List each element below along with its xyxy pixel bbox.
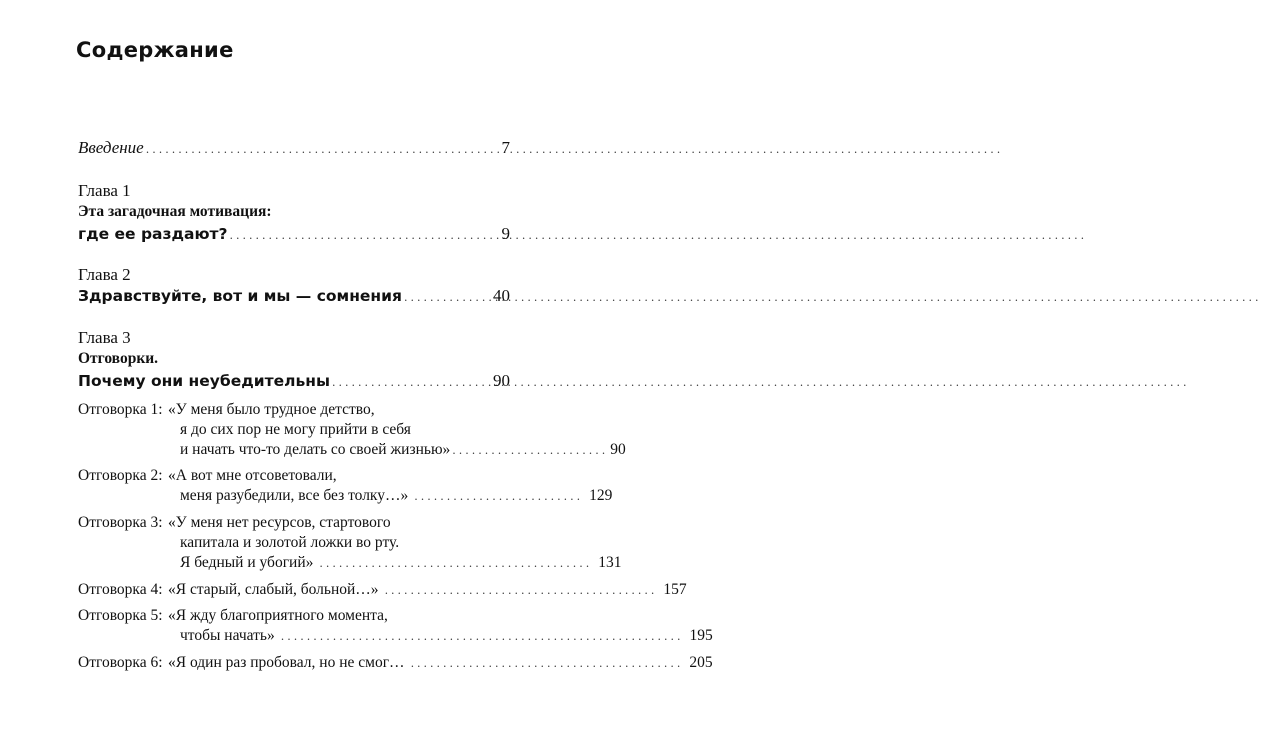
dot-leader: ........................	[452, 444, 609, 457]
dot-leader	[230, 229, 500, 242]
chapter-label: Глава 3	[78, 328, 131, 347]
chapter-title-line[interactable]: Отговорки.	[78, 350, 159, 367]
dot-leader: ..............................................................	[280, 630, 684, 643]
toc-page-number: 157	[663, 581, 687, 598]
toc-entry-chapter-1[interactable]	[78, 224, 510, 244]
chapter-title-line: Почему они неубедительны	[78, 372, 330, 390]
excuse-text-line: «А вот мне отсоветовали,	[168, 467, 337, 484]
excuse-text-line: и начать что-то делать со своей жизнью»	[180, 441, 451, 458]
toc-page-number: 90	[610, 441, 626, 458]
excuse-text-line: чтобы начать»	[180, 627, 275, 644]
excuse-label: Отговорка 6:	[78, 654, 163, 671]
excuse-text-line: капитала и золотой ложки во рту.	[180, 534, 400, 551]
excuse-label: Отговорка 4:	[78, 581, 163, 598]
toc-page-number: 195	[689, 627, 713, 644]
chapter-label: Глава 1	[78, 181, 131, 200]
excuse-text-line: Я бедный и убогий»	[180, 554, 314, 571]
toc-entry-title: Введение	[78, 138, 144, 157]
excuse-text-line: «У меня было трудное детство,	[168, 401, 375, 418]
toc-entry-chapter-2[interactable]	[78, 286, 510, 306]
chapter-title-line: Здравствуйте, вот и мы — сомнения	[78, 287, 402, 305]
chapter-label: Глава 2	[78, 265, 131, 284]
toc-page-number: 40	[493, 286, 510, 305]
excuse-text-line: «Я один раз пробовал, но не смог…	[168, 654, 405, 671]
chapter-title-line: где ее раздают?	[78, 225, 228, 243]
dot-leader: ..........................................	[410, 657, 684, 670]
dot-leader	[332, 376, 491, 389]
toc-page-number: 7	[501, 138, 510, 157]
toc-entry-intro[interactable]	[78, 138, 510, 158]
excuse-label: Отговорка 1:	[78, 401, 163, 418]
excuse-label: Отговорка 5:	[78, 607, 163, 624]
excuse-text-line: меня разубедили, все без толку…»	[180, 487, 409, 504]
toc-page-number: 129	[589, 487, 613, 504]
toc-entry-chapter-3[interactable]	[78, 371, 510, 391]
excuse-text-line: «У меня нет ресурсов, стартового	[168, 514, 391, 531]
toc-page-number: 9	[501, 224, 510, 243]
excuse-text-line: «Я старый, слабый, больной…»	[168, 581, 379, 598]
dot-leader: ..........................................	[319, 557, 593, 570]
dot-leader	[146, 143, 500, 156]
excuse-label: Отговорка 3:	[78, 514, 163, 531]
dot-leader: ..........................................	[384, 584, 658, 597]
excuse-text-line: я до сих пор не могу прийти в себя	[180, 421, 411, 438]
dot-leader: ..........................	[414, 490, 584, 503]
toc-page-number: 205	[689, 654, 713, 671]
excuse-text-line: «Я жду благоприятного момента,	[168, 607, 388, 624]
toc-page-number: 131	[598, 554, 622, 571]
excuse-label: Отговорка 2:	[78, 467, 163, 484]
toc-page-number: 90	[493, 371, 510, 390]
dot-leader	[404, 291, 491, 304]
page-title: Содержание	[76, 38, 234, 62]
chapter-title-line[interactable]: Эта загадочная мотивация:	[78, 203, 272, 220]
